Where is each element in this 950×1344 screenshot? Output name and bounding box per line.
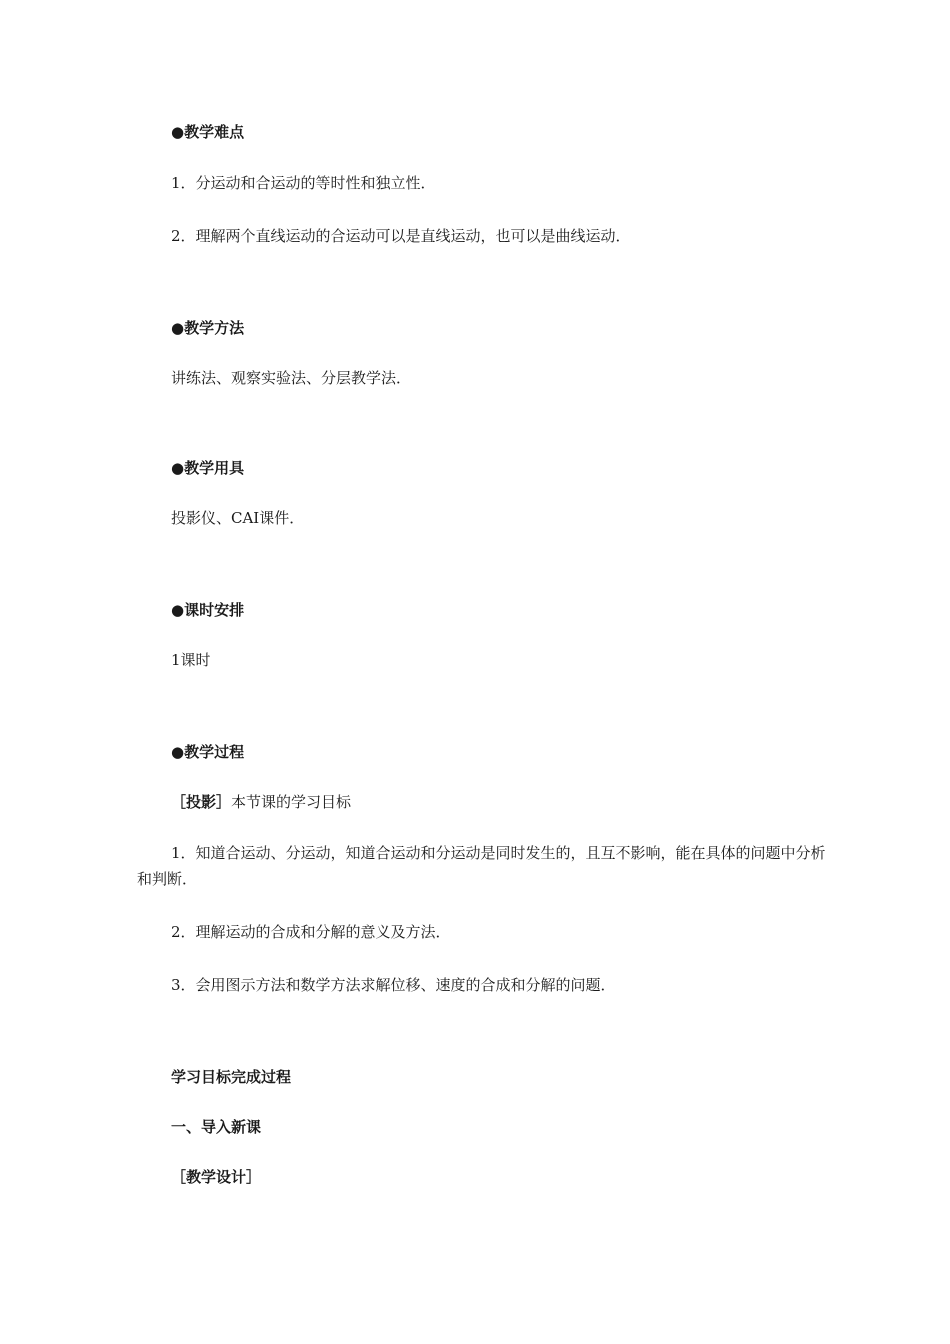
goal-item-1-text: 1．知道合运动、分运动，知道合运动和分运动是同时发生的，且互不影响，能在具体的问题中分析和判断．: [137, 844, 826, 888]
projection-text: 本节课的学习目标: [231, 793, 352, 811]
completion-heading: 学习目标完成过程: [171, 1068, 292, 1086]
schedule-text: 1课时: [171, 651, 211, 669]
method-text: 讲练法、观察实验法、分层教学法．: [171, 369, 412, 387]
tools-text: 投影仪、CAI课件．: [171, 509, 305, 527]
goal-item-3: 3．会用图示方法和数学方法求解位移、速度的合成和分解的问题．: [171, 976, 616, 994]
difficulty-item-1: 1．分运动和合运动的等时性和独立性．: [171, 174, 436, 192]
projection-label: ［投影］: [171, 793, 232, 811]
difficulty-heading: ●教学难点: [171, 123, 245, 141]
goal-item-2: 2．理解运动的合成和分解的意义及方法．: [171, 923, 451, 941]
tools-heading: ●教学用具: [171, 459, 245, 477]
intro-sub-heading: 一、导入新课: [171, 1118, 262, 1136]
projection-line: [171, 792, 351, 812]
difficulty-item-2: 2．理解两个直线运动的合运动可以是直线运动，也可以是曲线运动．: [171, 227, 631, 245]
process-heading: ●教学过程: [171, 743, 245, 761]
method-heading: ●教学方法: [171, 319, 245, 337]
design-label: ［教学设计］: [171, 1168, 262, 1186]
goal-item-1: [137, 840, 827, 892]
schedule-heading: ●课时安排: [171, 601, 245, 619]
